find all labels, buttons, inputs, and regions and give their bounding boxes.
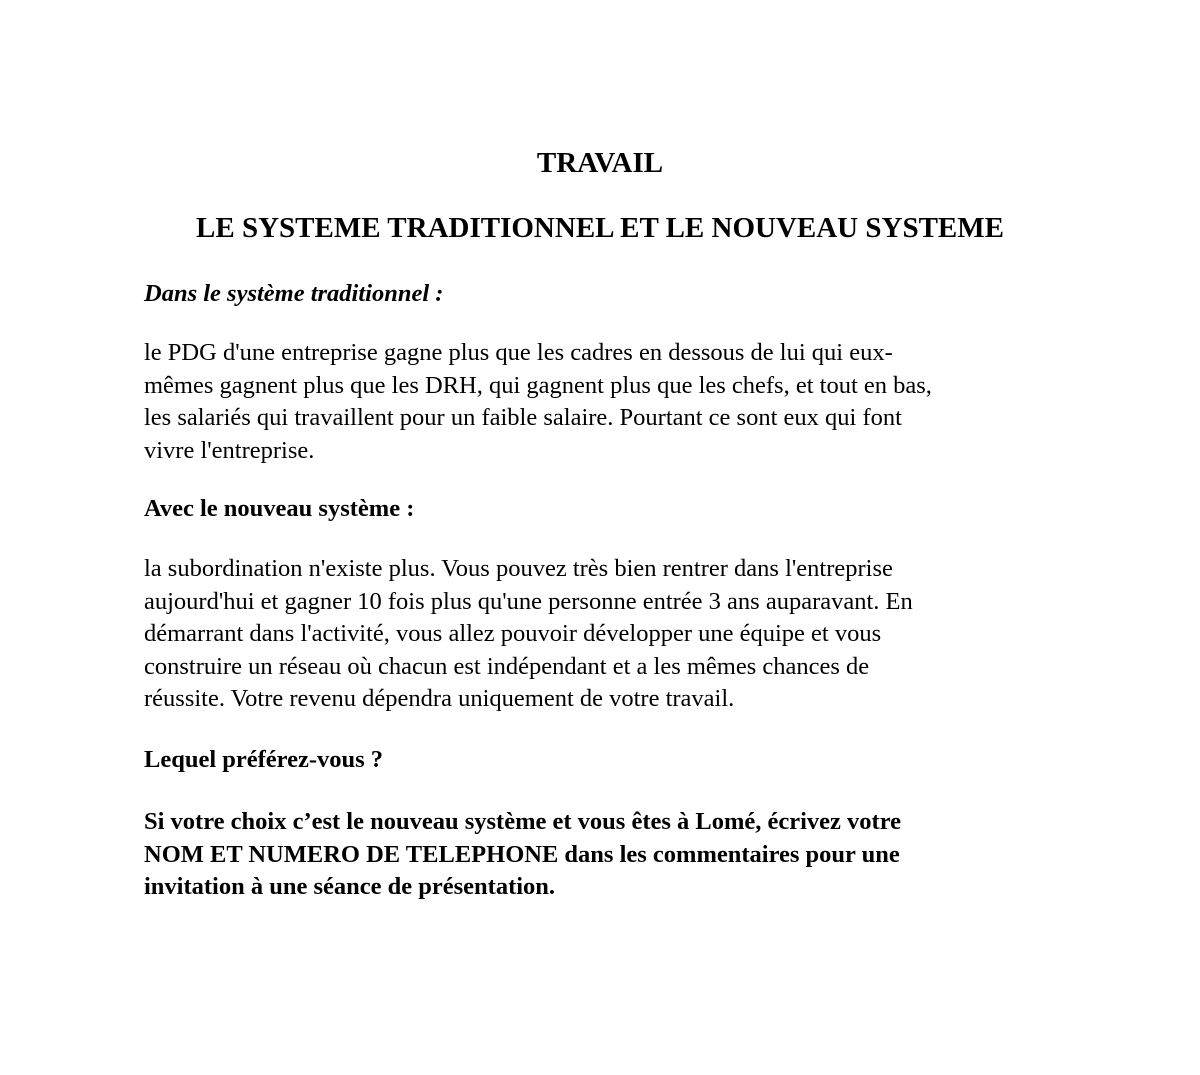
- question-heading: Lequel préférez-vous ?: [144, 746, 384, 773]
- closing-line: Si votre choix c’est le nouveau système et vous êtes à Lomé, écrivez votre: [144, 808, 902, 835]
- document-title: TRAVAIL: [536, 147, 664, 179]
- paragraph-line: le PDG d'une entreprise gagne plus que les cadres en dessous de lui qui eux-: [144, 339, 893, 366]
- paragraph-line: mêmes gagnent plus que les DRH, qui gagnent plus que les chefs, et tout en bas,: [144, 371, 932, 399]
- paragraph-line: construire un réseau où chacun est indépendant et a les mêmes chances de: [144, 652, 870, 680]
- closing-call-to-action: [144, 806, 1064, 904]
- closing-line: invitation à une séance de présentation.: [144, 873, 556, 900]
- paragraph-line: démarrant dans l'activité, vous allez pouvoir développer une équipe et vous: [144, 620, 882, 647]
- paragraph-line: vivre l'entreprise.: [144, 436, 315, 464]
- traditional-system-paragraph: [144, 337, 1064, 467]
- traditional-system-heading: Dans le système traditionnel :: [144, 280, 444, 307]
- paragraph-line: aujourd'hui et gagner 10 fois plus qu'une personne entrée 3 ans auparavant. En: [144, 587, 913, 615]
- closing-line: NOM ET NUMERO DE TELEPHONE dans les commentaires pour une: [144, 840, 900, 868]
- document-subtitle: LE SYSTEME TRADITIONNEL ET LE NOUVEAU SYSTEME: [196, 212, 1004, 244]
- paragraph-line: la subordination n'existe plus. Vous pouvez très bien rentrer dans l'entreprise: [144, 555, 893, 582]
- paragraph-line: les salariés qui travaillent pour un faible salaire. Pourtant ce sont eux qui font: [144, 404, 902, 431]
- new-system-heading: Avec le nouveau système :: [144, 495, 415, 522]
- paragraph-line: réussite. Votre revenu dépendra uniquement de votre travail.: [144, 685, 735, 712]
- new-system-paragraph: [144, 553, 1064, 716]
